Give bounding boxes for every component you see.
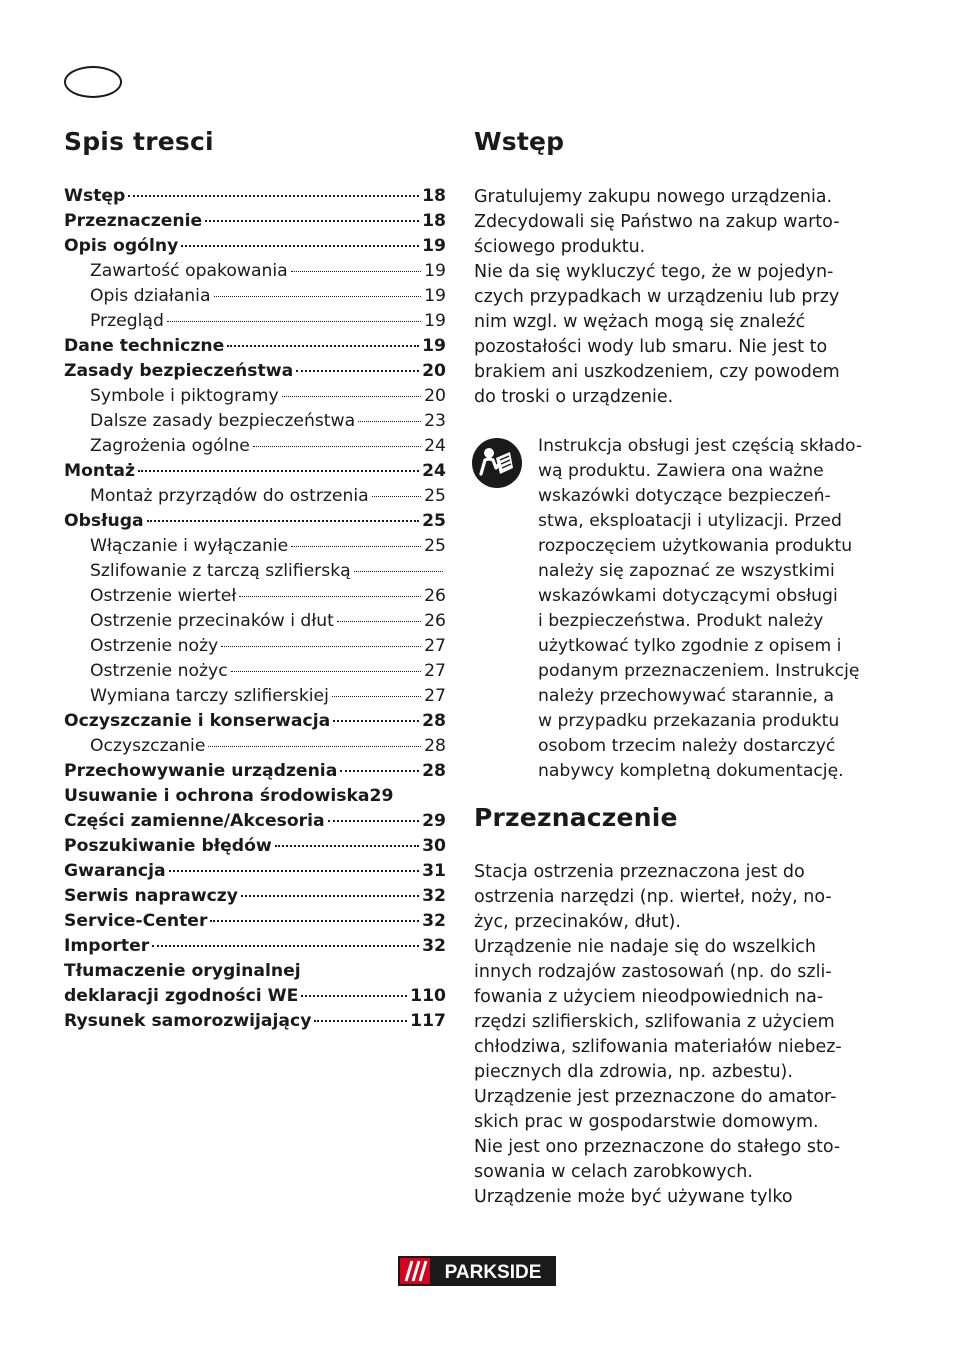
toc-dot-leader bbox=[208, 746, 421, 747]
toc-entry[interactable] bbox=[64, 234, 446, 259]
toc-entry[interactable] bbox=[64, 984, 446, 1009]
toc-dot-leader bbox=[291, 271, 421, 272]
toc-entry-label: Dalsze zasady bezpieczeństwa bbox=[90, 411, 356, 431]
toc-dot-leader bbox=[358, 421, 421, 422]
text-line: Nie jest ono przeznaczone do stałego sto- bbox=[474, 1137, 841, 1157]
text-line: wą produktu. Zawiera ona ważne bbox=[538, 461, 824, 481]
text-line: i bezpieczeństwa. Produkt należy bbox=[538, 611, 824, 631]
text-line: piecznych dla zdrowia, np. azbestu). bbox=[474, 1062, 793, 1082]
toc-entry-page: 24 bbox=[422, 461, 446, 481]
intro-heading: Wstęp bbox=[474, 127, 565, 156]
toc-dot-leader bbox=[337, 621, 421, 622]
toc-entry-label: Przeznaczenie bbox=[64, 211, 203, 231]
toc-entry-label: Opis ogólny bbox=[64, 236, 179, 256]
toc-entry[interactable] bbox=[64, 634, 446, 659]
text-line: rzędzi szlifierskich, szlifowania z użyciem bbox=[474, 1012, 835, 1032]
toc-entry-label: Opis działania bbox=[90, 286, 211, 306]
toc-entry-label: Dane techniczne bbox=[64, 336, 225, 356]
toc-entry[interactable] bbox=[64, 659, 446, 684]
toc-entry-page: 19 bbox=[424, 286, 446, 306]
toc-entry[interactable] bbox=[64, 609, 446, 634]
toc-entry-page: 29 bbox=[422, 811, 446, 831]
text-line: Urządzenie jest przeznaczone do amator- bbox=[474, 1087, 837, 1107]
toc-entry-page: 29 bbox=[369, 786, 394, 806]
text-line: do troski o urządzenie. bbox=[474, 387, 674, 407]
toc-dot-leader bbox=[205, 220, 419, 222]
toc-entry[interactable] bbox=[64, 284, 446, 309]
text-line: osobom trzecim należy dostarczyć bbox=[538, 736, 836, 756]
toc-entry-label: Zagrożenia ogólne bbox=[90, 436, 250, 456]
text-line: Urządzenie może być używane tylko bbox=[474, 1187, 793, 1207]
toc-entry-page: 110 bbox=[410, 986, 446, 1006]
toc-dot-leader bbox=[282, 396, 422, 397]
toc-entry-label: Przegląd bbox=[90, 311, 164, 331]
text-line: Stacja ostrzenia przeznaczona jest do bbox=[474, 862, 805, 882]
toc-dot-leader bbox=[241, 895, 419, 897]
text-line: pozostałości wody lub smaru. Nie jest to bbox=[474, 337, 828, 357]
toc-entry-label: Zasady bezpieczeństwa bbox=[64, 361, 294, 381]
toc-entry-label: Ostrzenie nożyc bbox=[90, 661, 228, 681]
toc-entry[interactable] bbox=[64, 409, 446, 434]
toc-entry-page: 25 bbox=[422, 511, 446, 531]
toc-entry-page: 19 bbox=[424, 261, 446, 281]
text-line: Gratulujemy zakupu nowego urządzenia. bbox=[474, 187, 833, 207]
toc-entry-page: 18 bbox=[422, 211, 446, 231]
text-line: Zdecydowali się Państwo na zakup warto- bbox=[474, 212, 840, 232]
text-line: rozpoczęciem użytkowania produktu bbox=[538, 536, 853, 556]
toc-dot-leader bbox=[340, 770, 419, 772]
toc-entry-page: 26 bbox=[424, 586, 446, 606]
toc-entry-label: Oczyszczanie bbox=[90, 736, 206, 756]
toc-entry[interactable] bbox=[64, 559, 446, 584]
toc-dot-leader bbox=[169, 870, 420, 872]
toc-entry[interactable] bbox=[64, 534, 446, 559]
text-line: Urządzenie nie nadaje się do wszelkich bbox=[474, 937, 817, 957]
text-line: chłodziwa, szlifowania materiałów niebez- bbox=[474, 1037, 842, 1057]
text-line: sowania w celach zarobkowych. bbox=[474, 1162, 753, 1182]
toc-entry-label: Obsługa bbox=[64, 511, 144, 531]
toc-entry-page: 23 bbox=[424, 411, 446, 431]
toc-entry-page: 27 bbox=[424, 661, 446, 681]
text-line: należy się zapoznać ze wszystkimi bbox=[538, 561, 835, 581]
toc-dot-leader bbox=[291, 546, 421, 547]
toc-entry-label: Włączanie i wyłączanie bbox=[90, 536, 289, 556]
toc-dot-leader bbox=[152, 945, 419, 947]
toc-entry[interactable] bbox=[64, 459, 446, 484]
toc-dot-leader bbox=[301, 995, 407, 997]
text-line: stwa, eksploatacji i utylizacji. Przed bbox=[538, 511, 842, 531]
text-line: wskazówkami dotyczącymi obsługi bbox=[538, 586, 838, 606]
table-of-contents bbox=[64, 184, 446, 1034]
toc-dot-leader bbox=[296, 370, 419, 372]
toc-entry-label: Symbole i piktogramy bbox=[90, 386, 279, 406]
toc-entry-page: 117 bbox=[410, 1011, 446, 1031]
intro-paragraph bbox=[474, 185, 840, 410]
toc-entry-label: Ostrzenie noży bbox=[90, 636, 219, 656]
language-badge bbox=[64, 66, 122, 98]
toc-entry-label: Ostrzenie przecinaków i dłut bbox=[90, 611, 334, 631]
text-line: życ, przecinaków, dłut). bbox=[474, 912, 681, 932]
toc-entry[interactable] bbox=[64, 884, 446, 909]
toc-dot-leader bbox=[239, 596, 421, 597]
toc-entry[interactable] bbox=[64, 309, 446, 334]
toc-entry[interactable] bbox=[64, 734, 446, 759]
toc-entry-page: 30 bbox=[422, 836, 446, 856]
toc-entry[interactable] bbox=[64, 834, 446, 859]
toc-dot-leader bbox=[167, 321, 421, 322]
toc-entry-page: 32 bbox=[422, 886, 446, 906]
toc-dot-leader bbox=[128, 195, 419, 197]
toc-entry-page: 26 bbox=[424, 611, 446, 631]
toc-dot-leader bbox=[221, 646, 421, 647]
toc-entry-label: Serwis naprawczy bbox=[64, 886, 238, 906]
toc-entry-page: 19 bbox=[422, 336, 446, 356]
text-line: nabywcy kompletną dokumentację. bbox=[538, 761, 844, 781]
toc-entry-label: Wymiana tarczy szlifierskiej bbox=[90, 686, 329, 706]
toc-entry-page: 20 bbox=[422, 361, 446, 381]
toc-dot-leader bbox=[138, 470, 419, 472]
purpose-paragraph bbox=[474, 860, 842, 1210]
toc-entry-page: 27 bbox=[424, 686, 446, 706]
toc-entry[interactable] bbox=[64, 759, 446, 784]
toc-entry-page: 27 bbox=[424, 636, 446, 656]
toc-entry[interactable] bbox=[64, 334, 446, 359]
toc-entry-label: Montaż bbox=[64, 461, 135, 481]
toc-entry[interactable] bbox=[64, 259, 446, 284]
toc-entry-label: Montaż przyrządów do ostrzenia bbox=[90, 486, 369, 506]
toc-dot-leader bbox=[231, 671, 421, 672]
text-line: nim wzgl. w wężach mogą się znaleźć bbox=[474, 312, 806, 332]
toc-entry[interactable] bbox=[64, 909, 446, 934]
toc-dot-leader bbox=[181, 245, 419, 247]
toc-entry-label: Oczyszczanie i konserwacja bbox=[64, 711, 331, 731]
toc-dot-leader bbox=[354, 571, 443, 572]
text-line: ostrzenia narzędzi (np. wierteł, noży, no- bbox=[474, 887, 832, 907]
toc-entry[interactable] bbox=[64, 959, 446, 984]
toc-entry-label: Rysunek samorozwijający bbox=[64, 1011, 312, 1031]
toc-entry-label: Szlifowanie z tarczą szlifierską bbox=[90, 561, 351, 581]
toc-entry[interactable] bbox=[64, 484, 446, 509]
toc-dot-leader bbox=[332, 696, 421, 697]
toc-dot-leader bbox=[328, 820, 419, 822]
toc-entry-label: Tłumaczenie oryginalnej bbox=[64, 961, 301, 981]
toc-dot-leader bbox=[253, 446, 421, 447]
read-manual-icon bbox=[472, 438, 522, 488]
toc-dot-leader bbox=[314, 1020, 407, 1022]
text-line: wskazówki dotyczące bezpieczeń- bbox=[538, 486, 831, 506]
toc-entry-label: Wstęp bbox=[64, 186, 126, 206]
toc-entry-label: Ostrzenie wierteł bbox=[90, 586, 237, 606]
toc-entry[interactable] bbox=[64, 209, 446, 234]
toc-entry-page: 28 bbox=[422, 761, 446, 781]
toc-entry-page: 28 bbox=[422, 711, 446, 731]
toc-entry[interactable] bbox=[64, 434, 446, 459]
text-line: czych przypadkach w urządzeniu lub przy bbox=[474, 287, 840, 307]
text-line: użytkować tylko zgodnie z opisem i bbox=[538, 636, 842, 656]
toc-entry-label: deklaracji zgodności WE bbox=[64, 986, 299, 1006]
toc-entry[interactable] bbox=[64, 934, 446, 959]
toc-entry-page: 28 bbox=[424, 736, 446, 756]
toc-entry[interactable] bbox=[64, 359, 446, 384]
toc-entry[interactable] bbox=[64, 784, 446, 809]
text-line: Nie da się wykluczyć tego, że w pojedyn- bbox=[474, 262, 834, 282]
toc-entry[interactable] bbox=[64, 384, 446, 409]
toc-entry-page: 20 bbox=[424, 386, 446, 406]
purpose-heading: Przeznaczenie bbox=[474, 803, 678, 832]
toc-entry-label: Usuwanie i ochrona środowiska bbox=[64, 786, 370, 806]
toc-entry-page: 32 bbox=[422, 911, 446, 931]
toc-entry-label: Zawartość opakowania bbox=[90, 261, 288, 281]
text-line: skich prac w gospodarstwie domowym. bbox=[474, 1112, 819, 1132]
toc-dot-leader bbox=[227, 345, 419, 347]
toc-dot-leader bbox=[210, 920, 419, 922]
text-line: fowania z użyciem nieodpowiednich na- bbox=[474, 987, 824, 1007]
toc-dot-leader bbox=[333, 720, 419, 722]
text-line: podanym przeznaczeniem. Instrukcję bbox=[538, 661, 860, 681]
toc-entry[interactable] bbox=[64, 1009, 446, 1034]
toc-dot-leader bbox=[214, 296, 422, 297]
text-line: Instrukcja obsługi jest częścią składo- bbox=[538, 436, 863, 456]
toc-entry[interactable] bbox=[64, 709, 446, 734]
toc-entry[interactable] bbox=[64, 184, 446, 209]
toc-dot-leader bbox=[275, 845, 419, 847]
toc-entry-page: 25 bbox=[424, 536, 446, 556]
toc-dot-leader bbox=[147, 520, 419, 522]
toc-entry-page: 25 bbox=[424, 486, 446, 506]
text-line: w przypadku przekazania produktu bbox=[538, 711, 840, 731]
toc-entry-page: 18 bbox=[422, 186, 446, 206]
manual-note bbox=[538, 434, 862, 784]
toc-dot-leader bbox=[372, 496, 421, 497]
toc-entry-page: 31 bbox=[422, 861, 446, 881]
text-line: innych rodzajów zastosowań (np. do szli- bbox=[474, 962, 832, 982]
toc-entry[interactable] bbox=[64, 859, 446, 884]
text-line: brakiem ani uszkodzeniem, czy powodem bbox=[474, 362, 840, 382]
toc-title: Spis tresci bbox=[64, 127, 214, 156]
toc-entry-label: Gwarancja bbox=[64, 861, 166, 881]
toc-entry-label: Importer bbox=[64, 936, 150, 956]
toc-entry-page: 32 bbox=[422, 936, 446, 956]
parkside-logo bbox=[398, 1256, 556, 1286]
toc-entry-label: Poszukiwanie błędów bbox=[64, 836, 272, 856]
toc-entry-page: 19 bbox=[424, 311, 446, 331]
toc-entry-label: Service-Center bbox=[64, 911, 208, 931]
toc-entry[interactable] bbox=[64, 584, 446, 609]
text-line: należy przechowywać starannie, a bbox=[538, 686, 835, 706]
text-line: ściowego produktu. bbox=[474, 237, 646, 257]
toc-entry-label: Części zamienne/Akcesoria bbox=[64, 811, 325, 831]
toc-entry-page: 24 bbox=[424, 436, 446, 456]
toc-entry-label: Przechowywanie urządzenia bbox=[64, 761, 338, 781]
toc-entry[interactable] bbox=[64, 684, 446, 709]
toc-entry-page: 19 bbox=[422, 236, 446, 256]
toc-entry[interactable] bbox=[64, 809, 446, 834]
toc-entry[interactable] bbox=[64, 509, 446, 534]
logo-text: PARKSIDE bbox=[444, 1262, 542, 1283]
